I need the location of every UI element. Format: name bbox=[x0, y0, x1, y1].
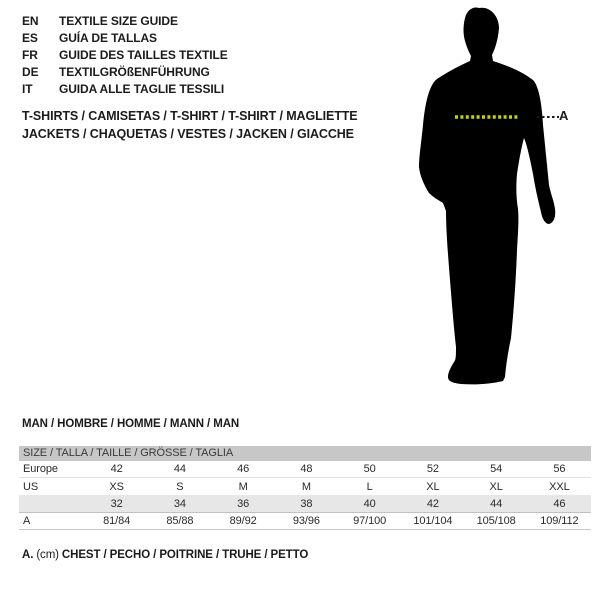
size-cell: 46 bbox=[237, 463, 250, 475]
row-label: Europe bbox=[23, 463, 58, 475]
size-cell: 97/100 bbox=[353, 515, 387, 527]
language-title: GUIDE DES TAILLES TEXTILE bbox=[59, 48, 228, 62]
table-row-numeric bbox=[19, 495, 591, 512]
language-row bbox=[22, 13, 228, 30]
size-cell: 56 bbox=[553, 463, 566, 475]
size-cell: XS bbox=[109, 480, 124, 493]
footnote-unit: (cm) bbox=[36, 549, 59, 561]
language-title: GUÍA DE TALLAS bbox=[59, 31, 157, 45]
size-cell: 93/96 bbox=[292, 515, 320, 527]
size-cell: 101/104 bbox=[413, 515, 453, 527]
language-row bbox=[22, 47, 228, 64]
size-cell: 36 bbox=[237, 497, 250, 510]
language-code: ES bbox=[22, 31, 38, 45]
size-cell: 42 bbox=[110, 463, 123, 475]
language-code: EN bbox=[22, 14, 39, 28]
language-list bbox=[22, 13, 228, 98]
size-cell: XL bbox=[489, 480, 503, 493]
language-title: GUIDA ALLE TAGLIE TESSILI bbox=[59, 82, 225, 96]
man-silhouette-figure bbox=[415, 4, 571, 390]
language-title: TEXTILE SIZE GUIDE bbox=[59, 14, 178, 28]
language-row bbox=[22, 64, 228, 81]
measure-label-a: A bbox=[559, 108, 569, 123]
table-row-us bbox=[19, 477, 591, 495]
footnote-chest bbox=[22, 549, 308, 561]
size-cell: S bbox=[176, 480, 184, 493]
size-cell: 38 bbox=[300, 497, 313, 510]
table-row-europe bbox=[19, 461, 591, 477]
size-cell: 48 bbox=[300, 463, 313, 475]
size-table-header: SIZE / TALLA / TAILLE / GRÖSSE / TAGLIA bbox=[19, 446, 591, 461]
footnote-text: CHEST / PECHO / POITRINE / TRUHE / PETTO bbox=[61, 549, 309, 561]
size-cell: 85/88 bbox=[166, 515, 194, 527]
size-cell: 34 bbox=[173, 497, 186, 510]
row-label: A bbox=[23, 515, 31, 527]
row-label: US bbox=[23, 480, 39, 493]
size-cell: 44 bbox=[490, 497, 503, 510]
size-cell: 109/112 bbox=[540, 515, 579, 527]
language-code: DE bbox=[22, 65, 39, 79]
size-cell: 44 bbox=[173, 463, 186, 475]
size-cell: XXL bbox=[549, 480, 570, 493]
language-code: FR bbox=[22, 48, 38, 62]
language-row bbox=[22, 81, 228, 98]
table-row-chest-cm bbox=[19, 512, 591, 530]
size-cell: 46 bbox=[553, 497, 566, 510]
category-line-jackets: JACKETS / CHAQUETAS / VESTES / JACKEN / GIACCHE bbox=[22, 127, 354, 141]
category-line-tshirts: T-SHIRTS / CAMISETAS / T-SHIRT / T-SHIRT / MAGLIETTE bbox=[22, 109, 358, 123]
size-cell: XL bbox=[426, 480, 440, 493]
size-cell: M bbox=[301, 480, 311, 493]
size-cell: 40 bbox=[363, 497, 376, 510]
language-row bbox=[22, 30, 228, 47]
man-silhouette bbox=[419, 7, 555, 384]
size-cell: 42 bbox=[426, 497, 439, 510]
size-cell: 54 bbox=[490, 463, 503, 475]
language-code: IT bbox=[22, 82, 33, 96]
footnote-measure-letter: A. bbox=[22, 549, 34, 561]
size-cell: 89/92 bbox=[229, 515, 257, 527]
size-cell: 32 bbox=[110, 497, 123, 510]
size-table bbox=[19, 446, 591, 530]
language-title: TEXTILGRÖßENFÜHRUNG bbox=[59, 65, 210, 79]
section-title-man: MAN / HOMBRE / HOMME / MANN / MAN bbox=[22, 418, 240, 430]
size-cell: M bbox=[238, 480, 248, 493]
size-cell: 50 bbox=[363, 463, 376, 475]
size-cell: 81/84 bbox=[103, 515, 131, 527]
size-cell: 52 bbox=[426, 463, 439, 475]
garment-categories bbox=[22, 107, 358, 143]
size-cell: L bbox=[366, 480, 373, 493]
size-cell: 105/108 bbox=[476, 515, 516, 527]
